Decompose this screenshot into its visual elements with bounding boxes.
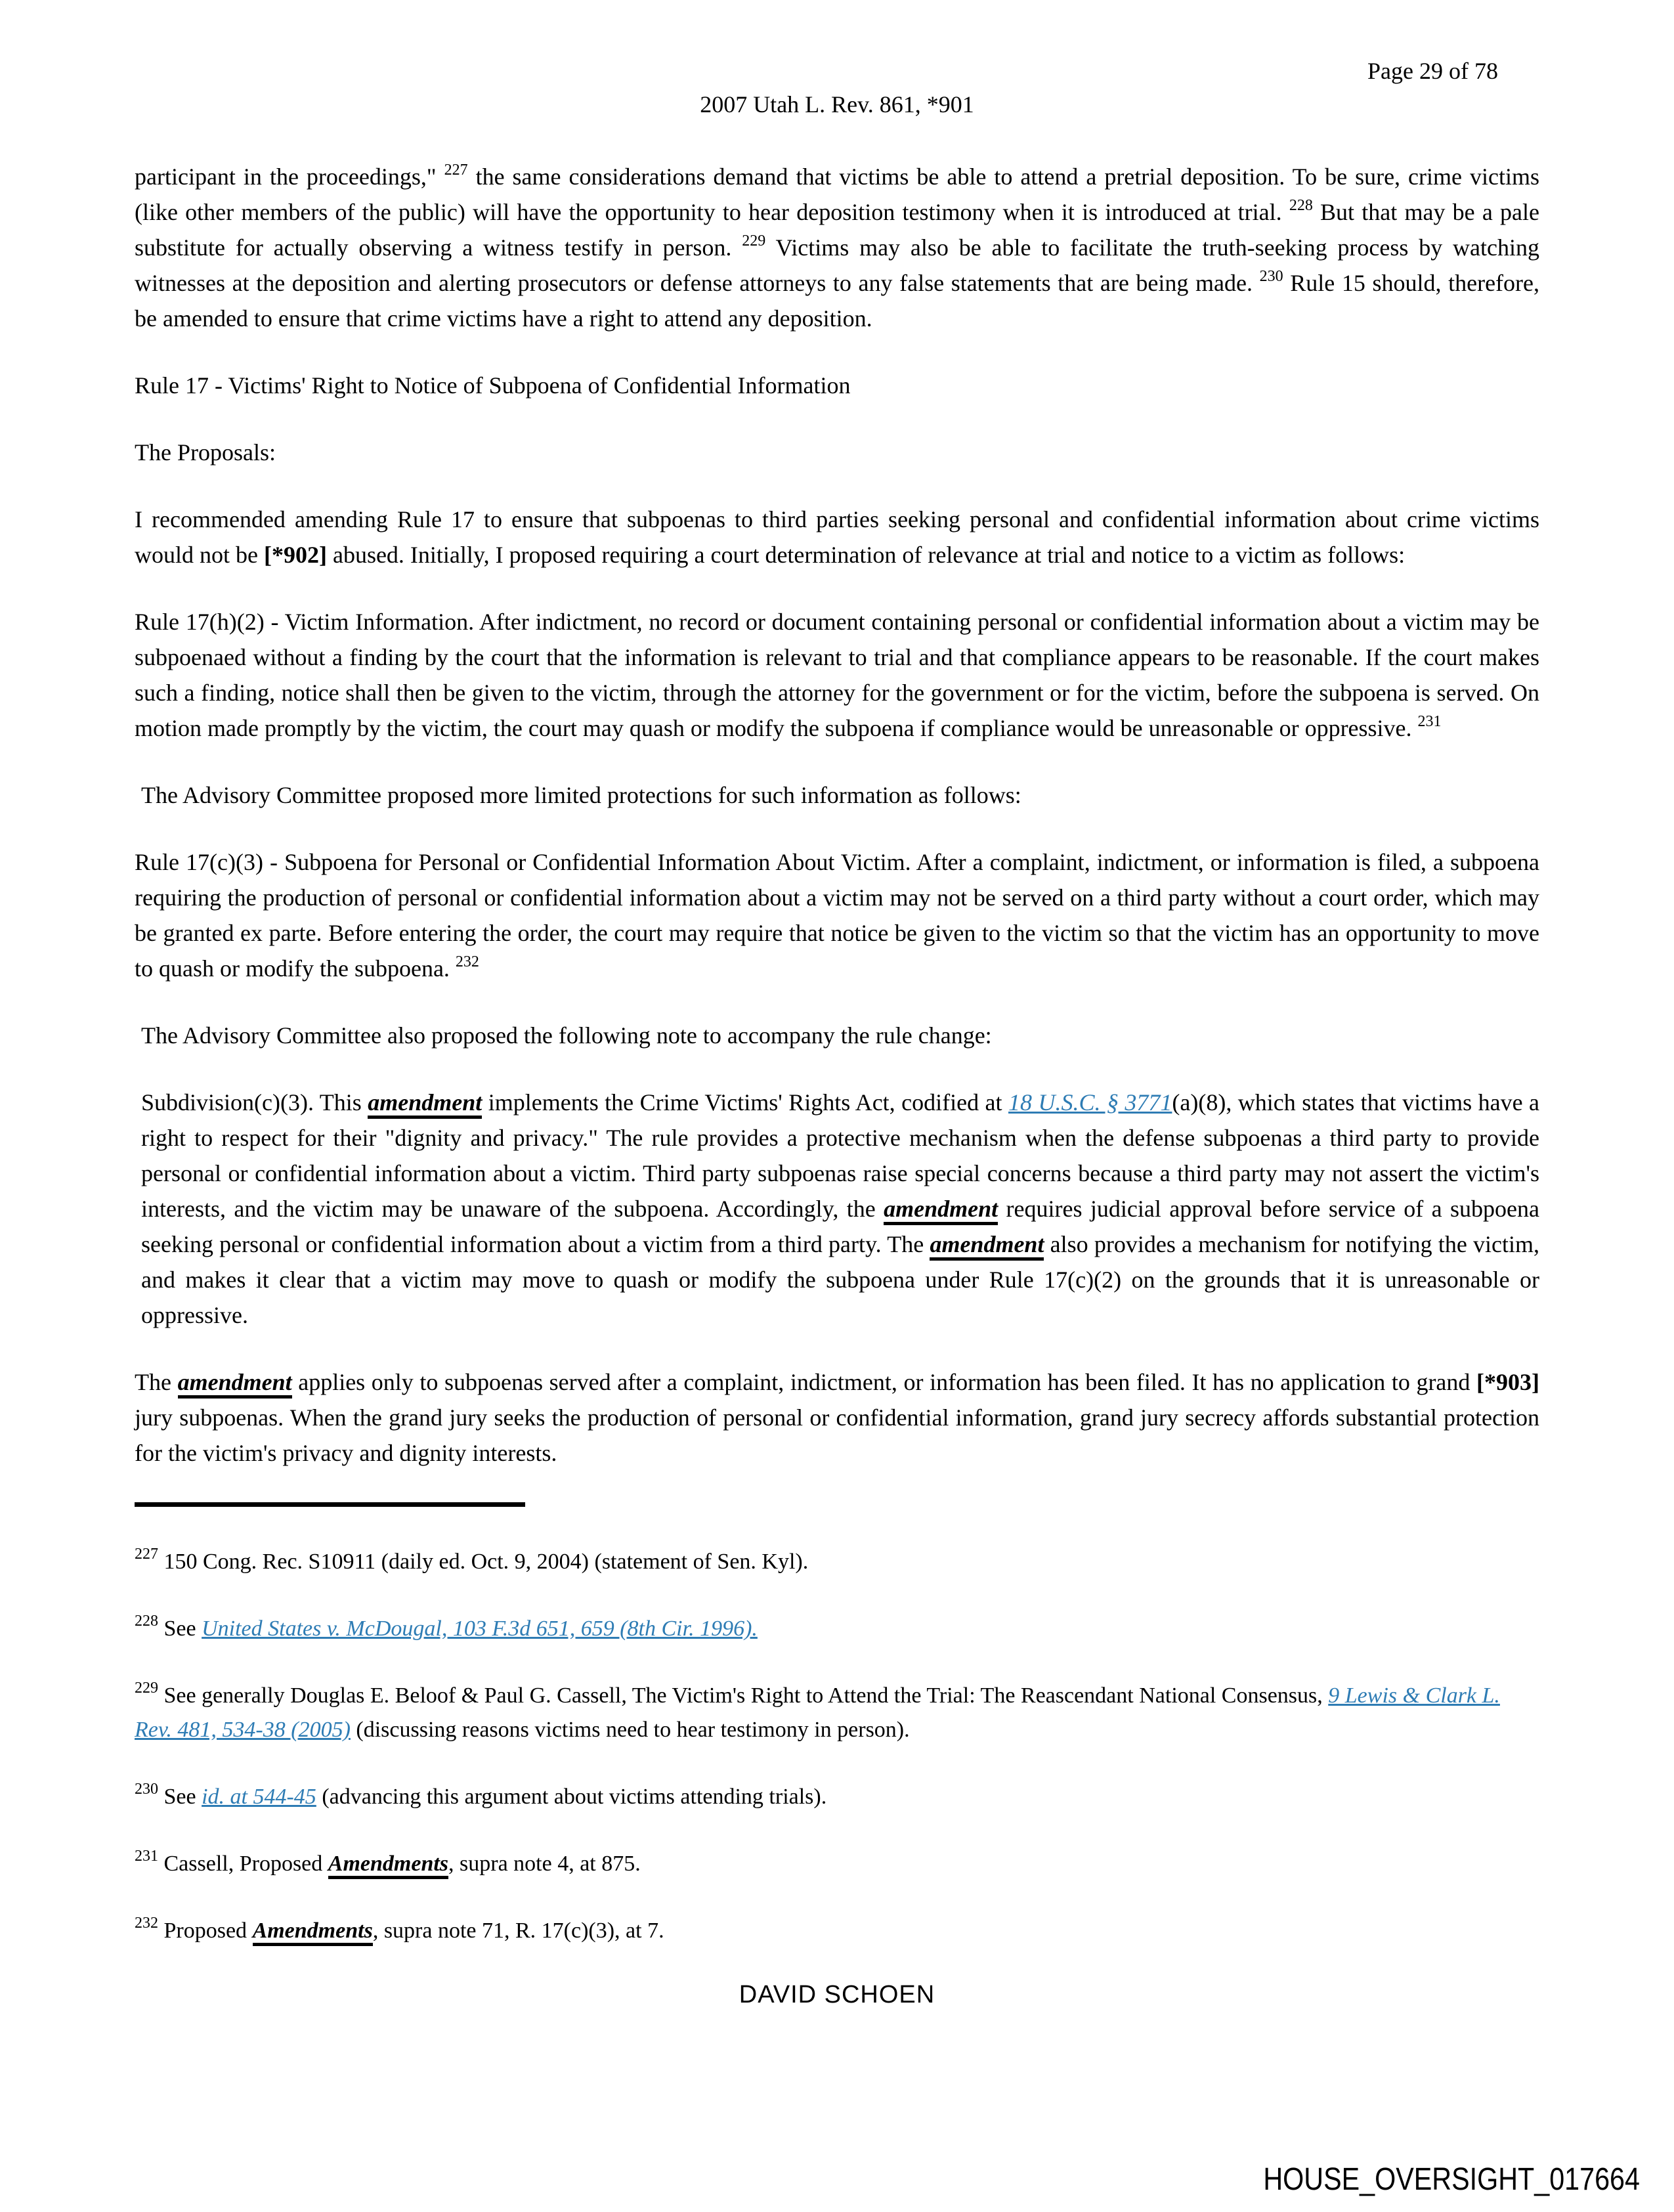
footer-author-name: DAVID SCHOEN — [739, 1981, 935, 2008]
text-run: See — [158, 1616, 202, 1641]
text-run: Subdivision(c)(3). This — [141, 1089, 368, 1116]
footnote-ref-230: 230 — [1259, 268, 1283, 285]
footnote-ref-229: 229 — [742, 232, 766, 249]
text-run: (discussing reasons victims need to hear testimony in person). — [350, 1718, 910, 1742]
text-run: abused. Initially, I proposed requiring a court determination of relevance at trial and notice to a victim as follows: — [326, 542, 1406, 568]
emphasized-term: amendment — [930, 1231, 1044, 1261]
footnote-separator — [135, 1502, 525, 1507]
document-title: 2007 Utah L. Rev. 861, *901 — [700, 91, 974, 118]
footnote-ref-228: 228 — [1289, 197, 1313, 214]
footnote-num-229: 229 — [135, 1680, 158, 1697]
text-run: Proposed — [158, 1919, 253, 1943]
paragraph-rule-17h2 — [135, 604, 1539, 746]
footnote-227 — [135, 1545, 1539, 1579]
emphasized-term: Amendments — [328, 1852, 448, 1879]
footnote-ref-232: 232 — [455, 953, 479, 970]
page-indicator: Page 29 of 78 — [1367, 58, 1498, 84]
paragraph-advisory-committee-proposed: The Advisory Committee proposed more limited protections for such information as follows: — [141, 782, 1021, 808]
footnote-228 — [135, 1612, 1539, 1646]
paragraph-subdivision-c3 — [135, 1085, 1539, 1333]
link-mcdougal[interactable]: United States v. McDougal, 103 F.3d 651, 659 (8th Cir. 1996). — [202, 1616, 758, 1641]
link-18-usc-3771[interactable]: 18 U.S.C. § 3771 — [1008, 1089, 1172, 1116]
text-run: Rule 17(c)(3) - Subpoena for Personal or Confidential Information About Victim. After a complaint, indictment, or information is filed, a subpoena requiring the production of personal or confidential information about a victim may not be served on a third party without a court order, which may be granted ex parte. Before entering the order, the court may require that notice be given to the victim so that the victim has an opportunity to move to quash or modify the subpoena. — [135, 849, 1539, 982]
text-run: (a)(8), which states that victims have a right to respect for their "dignity and privacy." The rule provides a protective mechanism when the defense subpoenas a third party to provide personal or confidential information about a victim. Third party subpoenas raise special concerns because a third party may not assert the victim's interests, and the victim may be unaware of the subpoena. Accordingly, the — [141, 1089, 1539, 1222]
footnote-230 — [135, 1780, 1539, 1814]
text-run: , supra note 4, at 875. — [448, 1852, 641, 1876]
section-heading-rule17: Rule 17 - Victims' Right to Notice of Subpoena of Confidential Information — [135, 372, 851, 399]
text-run: Rule 17(h)(2) - Victim Information. After indictment, no record or document containing personal or confidential information about a victim may be subpoenaed without a finding by the court that the information is relevant to trial and that compliance appears to be reasonable. If the court makes such a finding, notice shall then be given to the victim, through the attorney for the government or for the victim, before the subpoena is served. On motion made promptly by the victim, the court may quash or modify the subpoena if compliance would be unreasonable or oppressive. — [135, 609, 1539, 741]
footnote-num-228: 228 — [135, 1613, 158, 1630]
text-run: implements the Crime Victims' Rights Act, codified at — [482, 1089, 1008, 1116]
page-marker-902: [*902] — [263, 542, 327, 568]
paragraph-advisory-committee-note: The Advisory Committee also proposed the following note to accompany the rule change: — [141, 1022, 992, 1049]
emphasized-term: amendment — [884, 1196, 998, 1225]
bates-number: HOUSE_OVERSIGHT_017664 — [1263, 2162, 1640, 2197]
emphasized-term: Amendments — [253, 1919, 373, 1946]
footnote-231 — [135, 1847, 1539, 1881]
text-run: See generally Douglas E. Beloof & Paul G. Cassell, The Victim's Right to Attend the Trial: The Reascendant National Consensus, — [158, 1683, 1329, 1708]
text-run: also provides a mechanism for notifying the victim, and makes it clear that a victim may move to quash or modify the subpoena under Rule 17(c)(2) on the grounds that it is unreasonable or oppressive. — [141, 1231, 1539, 1328]
text-run: participant in the proceedings," — [135, 163, 444, 190]
paragraph-recommendation — [135, 502, 1539, 573]
text-run: the same considerations demand that victims be able to attend a pretrial deposition. To be sure, crime victims (like other members of the public) will have the opportunity to hear deposition testimony when it is introduced at trial. — [135, 163, 1540, 225]
footnote-num-230: 230 — [135, 1781, 158, 1798]
text-run: Victims may also be able to facilitate the truth-seeking process by watching witnesses at the deposition and alerting prosecutors or defense attorneys to any false statements that are being made. — [135, 234, 1540, 296]
text-run: (advancing this argument about victims attending trials). — [316, 1785, 827, 1809]
text-run: 150 Cong. Rec. S10911 (daily ed. Oct. 9, 2004) (statement of Sen. Kyl). — [158, 1550, 809, 1574]
emphasized-term: amendment — [178, 1369, 292, 1399]
link-id-544-45[interactable]: id. at 544-45 — [202, 1785, 316, 1809]
emphasized-term: amendment — [368, 1089, 482, 1119]
footnote-ref-231: 231 — [1417, 713, 1442, 730]
footnotes-section — [135, 1545, 1539, 1948]
text-run: The — [135, 1369, 178, 1395]
text-run: I recommended amending Rule 17 to ensure that subpoenas to third parties seeking personal and confidential information about crime victims would not be — [135, 506, 1539, 568]
footnote-ref-227: 227 — [444, 162, 468, 179]
link-lewis-clark[interactable]: 9 Lewis & Clark L. Rev. 481, 534-38 (2005) — [135, 1683, 1500, 1742]
paragraph-amendment-scope — [135, 1364, 1539, 1471]
footnote-232 — [135, 1914, 1539, 1948]
text-run: Rule 15 should, therefore, be amended to ensure that crime victims have a right to attend any deposition. — [135, 270, 1540, 332]
text-run: But that may be a pale substitute for actually observing a witness testify in person. — [135, 199, 1539, 261]
text-run: See — [158, 1785, 202, 1809]
paragraph-deposition-attendance — [135, 159, 1539, 336]
paragraph-rule-17c3 — [135, 844, 1539, 986]
text-run: jury subpoenas. When the grand jury seeks the production of personal or confidential information, grand jury secrecy affords substantial protection for the victim's privacy and dignity interests. — [135, 1404, 1539, 1466]
page-marker-903: [*903] — [1476, 1369, 1540, 1395]
text-run: Cassell, Proposed — [158, 1852, 328, 1876]
footnote-num-227: 227 — [135, 1546, 158, 1563]
text-run: , supra note 71, R. 17(c)(3), at 7. — [372, 1919, 664, 1943]
footnote-num-232: 232 — [135, 1915, 158, 1932]
footnote-num-231: 231 — [135, 1848, 158, 1865]
text-run: applies only to subpoenas served after a complaint, indictment, or information has been filed. It has no application to grand — [291, 1369, 1477, 1395]
footnote-229 — [135, 1679, 1539, 1747]
text-run: requires judicial approval before service of a subpoena seeking personal or confidential information about a victim from a third party. The — [141, 1196, 1539, 1257]
subheading-proposals: The Proposals: — [135, 439, 276, 466]
